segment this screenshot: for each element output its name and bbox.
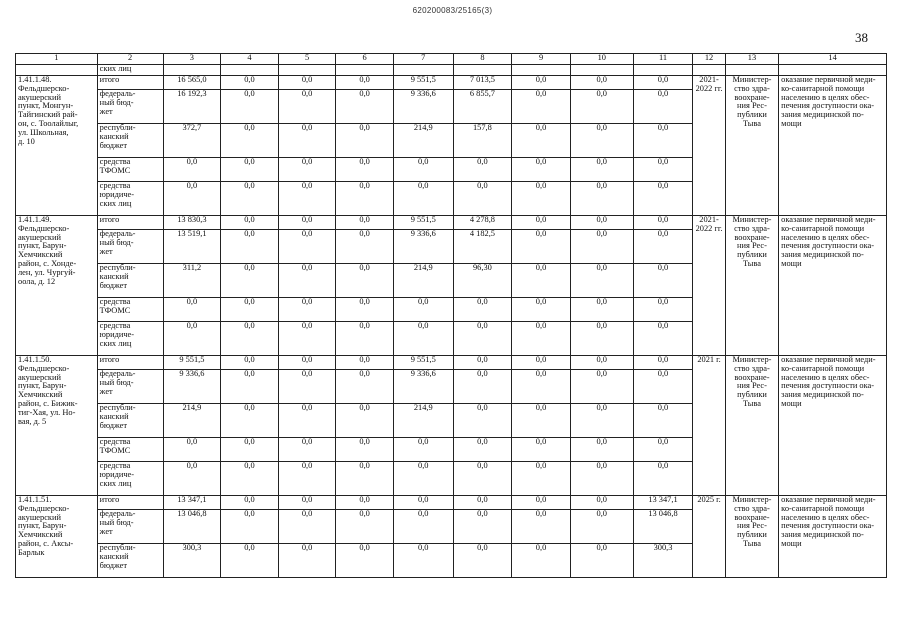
- funding-source-cell: средства юридиче- ских лиц: [97, 322, 163, 356]
- value-cell: 0,0: [221, 496, 279, 510]
- continuation-empty-cell: [512, 65, 571, 76]
- period-cell: 2021 г.: [693, 356, 725, 496]
- value-cell: 0,0: [163, 462, 221, 496]
- value-cell: 13 046,8: [633, 510, 693, 544]
- value-cell: 0,0: [512, 438, 571, 462]
- value-cell: 0,0: [512, 462, 571, 496]
- continuation-row: [16, 65, 887, 76]
- value-cell: 0,0: [512, 90, 571, 124]
- value-cell: 0,0: [221, 322, 279, 356]
- value-cell: 0,0: [221, 298, 279, 322]
- value-cell: 0,0: [393, 182, 453, 216]
- value-cell: 300,3: [163, 544, 221, 578]
- funding-source-cell: средства ТФОМС: [97, 298, 163, 322]
- value-cell: 0,0: [512, 496, 571, 510]
- column-number-8: 8: [453, 54, 512, 65]
- value-cell: 0,0: [221, 370, 279, 404]
- value-cell: 16 565,0: [163, 76, 221, 90]
- value-cell: 0,0: [221, 510, 279, 544]
- column-number-9: 9: [512, 54, 571, 65]
- result-cell: оказание первичной меди- ко-санитарной помощи населению в целях обес- печения доступности ока- зания медицинской по- мощи: [779, 356, 887, 496]
- column-number-7: 7: [393, 54, 453, 65]
- continuation-empty-cell: [393, 65, 453, 76]
- value-cell: 0,0: [453, 496, 512, 510]
- executor-cell: Министер- ство здра- воохране- ния Рес- публики Тыва: [725, 496, 778, 578]
- value-cell: 0,0: [570, 158, 633, 182]
- funding-source-cell: федераль- ный бюд- жет: [97, 230, 163, 264]
- value-cell: 0,0: [512, 544, 571, 578]
- value-cell: 0,0: [393, 510, 453, 544]
- value-cell: 0,0: [570, 438, 633, 462]
- value-cell: 0,0: [278, 510, 336, 544]
- value-cell: 13 347,1: [163, 496, 221, 510]
- continuation-object-cell: [16, 65, 98, 76]
- value-cell: 300,3: [633, 544, 693, 578]
- value-cell: 0,0: [633, 370, 693, 404]
- funding-source-cell: средства ТФОМС: [97, 158, 163, 182]
- value-cell: 0,0: [278, 298, 336, 322]
- value-cell: 0,0: [453, 370, 512, 404]
- value-cell: 0,0: [570, 462, 633, 496]
- value-cell: 0,0: [278, 90, 336, 124]
- executor-cell: Министер- ство здра- воохране- ния Рес- публики Тыва: [725, 356, 778, 496]
- value-cell: 9 336,6: [393, 370, 453, 404]
- value-cell: 0,0: [570, 264, 633, 298]
- value-cell: 0,0: [336, 404, 394, 438]
- value-cell: 0,0: [393, 322, 453, 356]
- value-cell: 0,0: [278, 76, 336, 90]
- executor-cell: Министер- ство здра- воохране- ния Рес- публики Тыва: [725, 76, 778, 216]
- value-cell: 0,0: [512, 298, 571, 322]
- value-cell: 6 855,7: [453, 90, 512, 124]
- value-cell: 0,0: [453, 356, 512, 370]
- funding-source-cell: республи- канский бюджет: [97, 404, 163, 438]
- value-cell: 9 336,6: [393, 230, 453, 264]
- value-cell: 0,0: [570, 216, 633, 230]
- value-cell: 0,0: [278, 158, 336, 182]
- value-cell: 0,0: [453, 158, 512, 182]
- column-number-3: 3: [163, 54, 221, 65]
- value-cell: 0,0: [633, 124, 693, 158]
- column-number-11: 11: [633, 54, 693, 65]
- value-cell: 0,0: [633, 298, 693, 322]
- object-cell: 1.41.1.50. Фельдшерско- акушерский пункт, Барун- Хемчикский район, с. Бижик- тиг-Хая, ул. Но- вая, д. 5: [16, 356, 98, 496]
- funding-source-cell: республи- канский бюджет: [97, 544, 163, 578]
- value-cell: 0,0: [633, 462, 693, 496]
- continuation-empty-cell: [278, 65, 336, 76]
- funding-source-cell: республи- канский бюджет: [97, 264, 163, 298]
- value-cell: 9 551,5: [393, 76, 453, 90]
- value-cell: 0,0: [453, 544, 512, 578]
- value-cell: 13 347,1: [633, 496, 693, 510]
- value-cell: 0,0: [512, 322, 571, 356]
- value-cell: 0,0: [221, 230, 279, 264]
- funding-source-cell: республи- канский бюджет: [97, 124, 163, 158]
- value-cell: 0,0: [278, 370, 336, 404]
- value-cell: 0,0: [393, 158, 453, 182]
- value-cell: 0,0: [278, 356, 336, 370]
- value-cell: 157,8: [453, 124, 512, 158]
- value-cell: 0,0: [278, 496, 336, 510]
- value-cell: 0,0: [336, 496, 394, 510]
- value-cell: 9 551,5: [393, 216, 453, 230]
- value-cell: 0,0: [163, 298, 221, 322]
- value-cell: 0,0: [221, 462, 279, 496]
- value-cell: 214,9: [163, 404, 221, 438]
- object-cell: 1.41.1.49. Фельдшерско- акушерский пункт, Барун- Хемчикский район, с. Хонде- лен, ул. Чургуй- оола, д. 12: [16, 216, 98, 356]
- value-cell: 0,0: [512, 356, 571, 370]
- value-cell: 0,0: [221, 404, 279, 438]
- value-cell: 0,0: [336, 264, 394, 298]
- value-cell: 0,0: [570, 544, 633, 578]
- value-cell: 0,0: [570, 356, 633, 370]
- value-cell: 0,0: [336, 230, 394, 264]
- value-cell: 0,0: [336, 510, 394, 544]
- column-number-10: 10: [570, 54, 633, 65]
- value-cell: 0,0: [278, 264, 336, 298]
- funding-source-cell: федераль- ный бюд- жет: [97, 370, 163, 404]
- result-cell: оказание первичной меди- ко-санитарной помощи населению в целях обес- печения доступности ока- зания медицинской по- мощи: [779, 76, 887, 216]
- table-row: [16, 496, 887, 510]
- column-number-2: 2: [97, 54, 163, 65]
- value-cell: 0,0: [570, 404, 633, 438]
- continuation-empty-cell: [453, 65, 512, 76]
- result-cell: оказание первичной меди- ко-санитарной помощи населению в целях обес- печения доступности ока- зания медицинской по- мощи: [779, 496, 887, 578]
- continuation-empty-cell: [221, 65, 279, 76]
- value-cell: 0,0: [633, 230, 693, 264]
- value-cell: 0,0: [336, 370, 394, 404]
- continuation-empty-cell: [633, 65, 693, 76]
- value-cell: 0,0: [163, 438, 221, 462]
- value-cell: 0,0: [336, 438, 394, 462]
- executor-cell: Министер- ство здра- воохране- ния Рес- публики Тыва: [725, 216, 778, 356]
- value-cell: 0,0: [393, 496, 453, 510]
- period-cell: 2025 г.: [693, 496, 725, 578]
- value-cell: 0,0: [336, 462, 394, 496]
- value-cell: 0,0: [570, 322, 633, 356]
- value-cell: 0,0: [221, 158, 279, 182]
- value-cell: 9 336,6: [393, 90, 453, 124]
- funding-source-cell: итого: [97, 216, 163, 230]
- value-cell: 0,0: [633, 404, 693, 438]
- continuation-year-cell: [693, 65, 725, 76]
- page-number: 38: [855, 30, 868, 45]
- value-cell: 0,0: [393, 462, 453, 496]
- value-cell: 0,0: [278, 322, 336, 356]
- value-cell: 0,0: [393, 298, 453, 322]
- value-cell: 0,0: [163, 182, 221, 216]
- value-cell: 0,0: [453, 298, 512, 322]
- column-number-1: 1: [16, 54, 98, 65]
- value-cell: 0,0: [512, 510, 571, 544]
- value-cell: 214,9: [393, 264, 453, 298]
- value-cell: 0,0: [512, 182, 571, 216]
- table-row: [16, 216, 887, 230]
- value-cell: 0,0: [633, 76, 693, 90]
- value-cell: 0,0: [336, 124, 394, 158]
- funding-source-cell: итого: [97, 76, 163, 90]
- column-number-5: 5: [278, 54, 336, 65]
- value-cell: 0,0: [336, 76, 394, 90]
- funding-source-cell: итого: [97, 356, 163, 370]
- value-cell: 0,0: [336, 90, 394, 124]
- value-cell: 0,0: [570, 124, 633, 158]
- header-row: [16, 54, 887, 65]
- value-cell: 0,0: [453, 510, 512, 544]
- table-body: [16, 54, 887, 578]
- value-cell: 0,0: [512, 404, 571, 438]
- value-cell: 0,0: [570, 182, 633, 216]
- value-cell: 0,0: [512, 230, 571, 264]
- table-row: [16, 356, 887, 370]
- value-cell: 9 551,5: [163, 356, 221, 370]
- value-cell: 0,0: [221, 124, 279, 158]
- value-cell: 0,0: [570, 510, 633, 544]
- funding-source-cell: федераль- ный бюд- жет: [97, 510, 163, 544]
- value-cell: 0,0: [453, 182, 512, 216]
- value-cell: 9 551,5: [393, 356, 453, 370]
- value-cell: 0,0: [633, 264, 693, 298]
- value-cell: 0,0: [336, 322, 394, 356]
- period-cell: 2021- 2022 гг.: [693, 76, 725, 216]
- continuation-executor-cell: [725, 65, 778, 76]
- value-cell: 0,0: [221, 182, 279, 216]
- value-cell: 0,0: [633, 438, 693, 462]
- continuation-empty-cell: [336, 65, 394, 76]
- value-cell: 214,9: [393, 124, 453, 158]
- value-cell: 13 046,8: [163, 510, 221, 544]
- funding-source-cell: средства юридиче- ских лиц: [97, 462, 163, 496]
- value-cell: 0,0: [633, 182, 693, 216]
- period-cell: 2021- 2022 гг.: [693, 216, 725, 356]
- value-cell: 0,0: [512, 370, 571, 404]
- value-cell: 0,0: [570, 230, 633, 264]
- funding-source-cell: средства юридиче- ских лиц: [97, 182, 163, 216]
- column-number-12: 12: [693, 54, 725, 65]
- value-cell: 0,0: [221, 356, 279, 370]
- value-cell: 0,0: [336, 298, 394, 322]
- value-cell: 0,0: [278, 230, 336, 264]
- value-cell: 96,30: [453, 264, 512, 298]
- value-cell: 0,0: [633, 216, 693, 230]
- value-cell: 0,0: [512, 216, 571, 230]
- value-cell: 0,0: [512, 76, 571, 90]
- object-cell: 1.41.1.48. Фельдшерско- акушерский пункт, Монгун- Тайгинский рай- он, с. Тоолайлыг, ул. Школьная, д. 10: [16, 76, 98, 216]
- value-cell: 214,9: [393, 404, 453, 438]
- value-cell: 0,0: [570, 90, 633, 124]
- column-number-6: 6: [336, 54, 394, 65]
- continuation-empty-cell: [570, 65, 633, 76]
- value-cell: 0,0: [453, 438, 512, 462]
- value-cell: 0,0: [453, 462, 512, 496]
- value-cell: 0,0: [336, 158, 394, 182]
- funding-source-cell: средства ТФОМС: [97, 438, 163, 462]
- budget-table: [15, 53, 887, 578]
- value-cell: 9 336,6: [163, 370, 221, 404]
- value-cell: 0,0: [278, 462, 336, 496]
- result-cell: оказание первичной меди- ко-санитарной помощи населению в целях обес- печения доступности ока- зания медицинской по- мощи: [779, 216, 887, 356]
- funding-source-cell: итого: [97, 496, 163, 510]
- value-cell: 0,0: [453, 322, 512, 356]
- value-cell: 0,0: [633, 90, 693, 124]
- value-cell: 0,0: [221, 264, 279, 298]
- value-cell: 0,0: [163, 322, 221, 356]
- document-id: 620200083/25165(3): [412, 6, 493, 15]
- value-cell: 0,0: [633, 158, 693, 182]
- value-cell: 311,2: [163, 264, 221, 298]
- value-cell: 0,0: [336, 216, 394, 230]
- value-cell: 0,0: [163, 158, 221, 182]
- value-cell: 0,0: [393, 544, 453, 578]
- value-cell: 0,0: [336, 182, 394, 216]
- value-cell: 0,0: [278, 124, 336, 158]
- value-cell: 0,0: [570, 298, 633, 322]
- value-cell: 13 830,3: [163, 216, 221, 230]
- column-number-14: 14: [779, 54, 887, 65]
- value-cell: 0,0: [633, 356, 693, 370]
- value-cell: 0,0: [221, 438, 279, 462]
- value-cell: 0,0: [512, 124, 571, 158]
- value-cell: 0,0: [221, 544, 279, 578]
- value-cell: 0,0: [633, 322, 693, 356]
- value-cell: 13 519,1: [163, 230, 221, 264]
- value-cell: 0,0: [278, 438, 336, 462]
- value-cell: 0,0: [336, 544, 394, 578]
- value-cell: 0,0: [570, 370, 633, 404]
- value-cell: 0,0: [453, 404, 512, 438]
- value-cell: 16 192,3: [163, 90, 221, 124]
- funding-source-cell: федераль- ный бюд- жет: [97, 90, 163, 124]
- table-row: [16, 76, 887, 90]
- value-cell: 0,0: [570, 76, 633, 90]
- value-cell: 7 013,5: [453, 76, 512, 90]
- value-cell: 372,7: [163, 124, 221, 158]
- value-cell: 0,0: [512, 158, 571, 182]
- column-number-13: 13: [725, 54, 778, 65]
- value-cell: 4 278,8: [453, 216, 512, 230]
- value-cell: 0,0: [278, 404, 336, 438]
- value-cell: 0,0: [221, 90, 279, 124]
- value-cell: 0,0: [221, 216, 279, 230]
- value-cell: 0,0: [393, 438, 453, 462]
- column-number-4: 4: [221, 54, 279, 65]
- value-cell: 0,0: [278, 216, 336, 230]
- continuation-source-label: ских лиц: [97, 65, 163, 76]
- value-cell: 0,0: [278, 544, 336, 578]
- value-cell: 4 182,5: [453, 230, 512, 264]
- value-cell: 0,0: [278, 182, 336, 216]
- continuation-result-cell: [779, 65, 887, 76]
- value-cell: 0,0: [221, 76, 279, 90]
- value-cell: 0,0: [570, 496, 633, 510]
- value-cell: 0,0: [336, 356, 394, 370]
- continuation-empty-cell: [163, 65, 221, 76]
- object-cell: 1.41.1.51. Фельдшерско- акушерский пункт, Барун- Хемчикский район, с. Аксы- Барлык: [16, 496, 98, 578]
- value-cell: 0,0: [512, 264, 571, 298]
